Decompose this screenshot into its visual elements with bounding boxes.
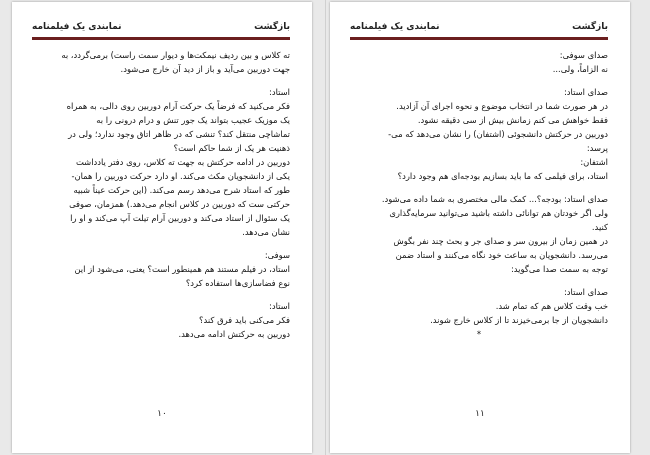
header-rule	[350, 37, 608, 40]
text-line: توجه به سمت صدا می‌گوید:	[510, 264, 608, 274]
page-number: ۱۰	[157, 409, 167, 419]
paragraph-gap	[350, 276, 608, 285]
text-line: فکر می‌کنی باید فرق کند؟	[199, 315, 290, 325]
page-header	[350, 22, 608, 36]
text-line: نشان می‌دهد.	[242, 227, 290, 237]
paragraph-gap	[32, 239, 290, 248]
page-text	[32, 48, 290, 341]
text-line: صدای استاد: بودجه؟... کمک مالی مختصری به شما داده می‌شود.	[381, 194, 608, 204]
header-rule	[32, 37, 290, 40]
text-line: یک سئوال از استاد می‌کند و دوربین آرام تیلت آپ می‌کند و او را	[70, 213, 290, 223]
text-line: صدای استاد:	[563, 87, 608, 97]
right-page	[330, 2, 630, 453]
scene-end-mark: *	[476, 329, 482, 339]
paragraph-gap	[32, 76, 290, 85]
text-line: دوربین در ادامه حرکتش به جهت ته کلاس، روی دفتر یادداشت	[75, 157, 290, 167]
text-line: در هر صورت شما در انتخاب موضوع و نحوه اجرای آن آزادید.	[396, 101, 608, 111]
page-header	[32, 22, 290, 36]
text-line: فکر می‌کنید که فرضاً یک حرکت آرام دوربین روی دالی، به همراه	[66, 101, 290, 111]
text-line: خب وقت کلاس هم که تمام شد.	[495, 301, 608, 311]
text-line: صدای استاد:	[563, 287, 608, 297]
paragraph-gap	[350, 183, 608, 192]
left-page	[12, 2, 312, 453]
text-line: فقط خواهش می کنم زمانش بیش از سی دقیقه نشود.	[417, 115, 608, 125]
text-line: تماشاچی منتقل کند؟ تنشی که در ظاهر اتاق وجود ندارد؛ ولی در	[68, 129, 290, 139]
header-book-title: نمابندی یک فیلمنامه	[32, 22, 122, 32]
text-line: یک موزیک عجیب بتواند یک جور تنش و درام درونی را به	[96, 115, 290, 125]
text-line: جهت دوربین می‌آید و باز از دید آن خارج می‌شود.	[120, 64, 290, 74]
text-line: استاد:	[269, 301, 290, 311]
page-divider	[325, 0, 326, 455]
text-line: حرکتی ست که دوربین در کلاس انجام می‌دهد.) همزمان، صوفی	[69, 199, 290, 209]
text-line: استاد، برای فیلمی که ما باید بسازیم بودجه‌ای هم وجود دارد؟	[397, 171, 608, 181]
text-line: اشتفان:	[580, 157, 608, 167]
text-line: پرسد:	[586, 143, 608, 153]
text-line: نه الزاماً، ولی...	[552, 64, 608, 74]
text-line: ته کلاس و بین ردیف نیمکت‌ها و دیوار سمت راست) برمی‌گردد، به	[61, 50, 290, 60]
text-line: طور که استاد شرح می‌دهد رسم می‌کند. (این حرکت عیناً شبیه	[73, 185, 290, 195]
text-line: صدای سوفی:	[559, 50, 608, 60]
text-line: می‌رسد. دانشجویان به ساعت خود نگاه می‌کنند و استاد ضمن	[395, 250, 608, 260]
header-back-label[interactable]: بازگشت	[254, 22, 290, 32]
text-line: ذهنیت هر یک از شما حاکم است؟	[173, 143, 290, 153]
text-line: استاد، در فیلم مستند هم همینطور است؟ یعنی، می‌شود از این	[74, 264, 290, 274]
text-line: استاد:	[269, 87, 290, 97]
header-book-title: نمابندی یک فیلمنامه	[350, 22, 440, 32]
text-line: در همین زمان از بیرون سر و صدای جر و بحث چند نفر بگوش	[393, 236, 608, 246]
page-text	[350, 48, 608, 341]
text-line: نوع فضاسازی‌ها استفاده کرد؟	[185, 278, 290, 288]
paragraph-gap	[32, 290, 290, 299]
text-line: کنید.	[591, 222, 608, 232]
paragraph-gap	[350, 76, 608, 85]
header-back-label[interactable]: بازگشت	[572, 22, 608, 32]
text-line: دوربین در حرکتش دانشجوئی (اشتفان) را نشان می‌دهد که می-	[388, 129, 608, 139]
text-line: ولی اگر خودتان هم توانائی داشته باشید می‌توانید سرمایه‌گذاری	[389, 208, 608, 218]
text-line: دوربین به حرکتش ادامه می‌دهد.	[178, 329, 290, 339]
page-number: ۱۱	[475, 409, 485, 419]
text-line: دانشجویان از جا برمی‌خیزند تا از کلاس خارج شوند.	[430, 315, 608, 325]
text-line: یکی از دانشجویان مکث می‌کند. او دارد حرکت دوربین را همان-	[71, 171, 290, 181]
text-line: سوفی:	[264, 250, 290, 260]
